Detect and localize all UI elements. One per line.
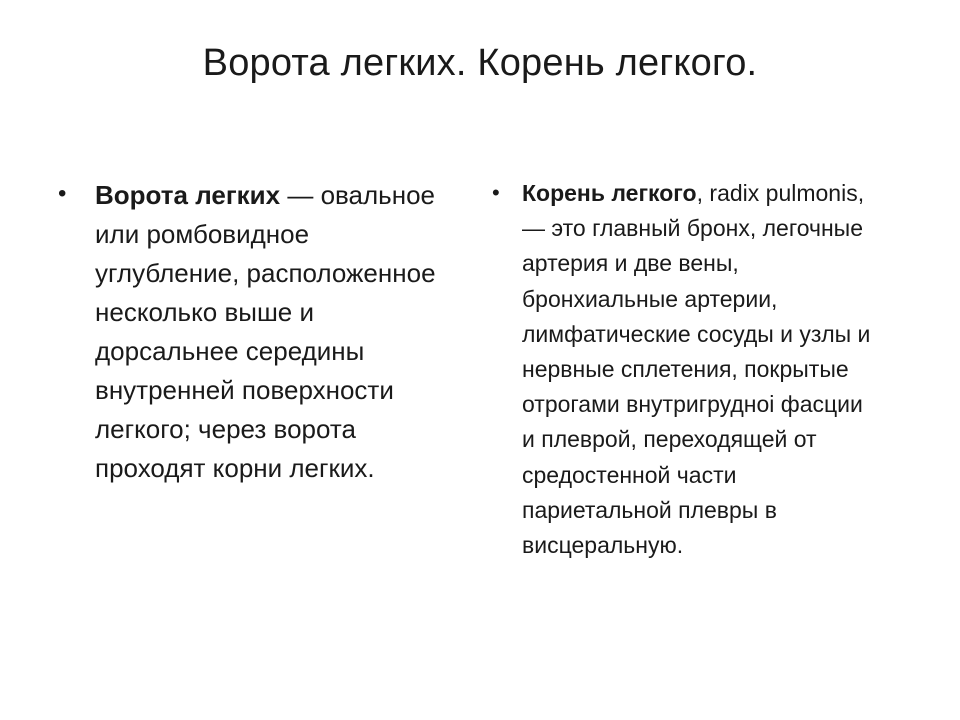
right-column (492, 176, 882, 563)
left-term: Ворота легких (95, 180, 281, 210)
bullet-icon: • (58, 180, 67, 207)
bullet-icon: • (492, 180, 500, 205)
left-bullet-text (95, 176, 458, 488)
right-term: Корень легкого (522, 180, 697, 206)
slide-title: Ворота легких. Корень легкого. (202, 42, 758, 84)
left-definition: — овальное или ромбовидное углубление, расположенное несколько выше и дорсальнее середины внутренней поверхности легкого; через ворота проходят корни легких. (95, 180, 436, 483)
right-definition: , radix pulmonis, — это главный бронх, легочные артерия и две вены, бронхиальные артерии, лимфатические сосуды и узлы и нервные сплетения, покрытые отрогами внутригрудноi фасции и плеврой, переходящей от средостенной части париетальной плевры в висцеральную. (522, 180, 871, 559)
left-column (58, 176, 458, 488)
left-bullet-item (58, 176, 458, 488)
right-bullet-item (492, 176, 882, 563)
right-bullet-text (522, 176, 882, 563)
